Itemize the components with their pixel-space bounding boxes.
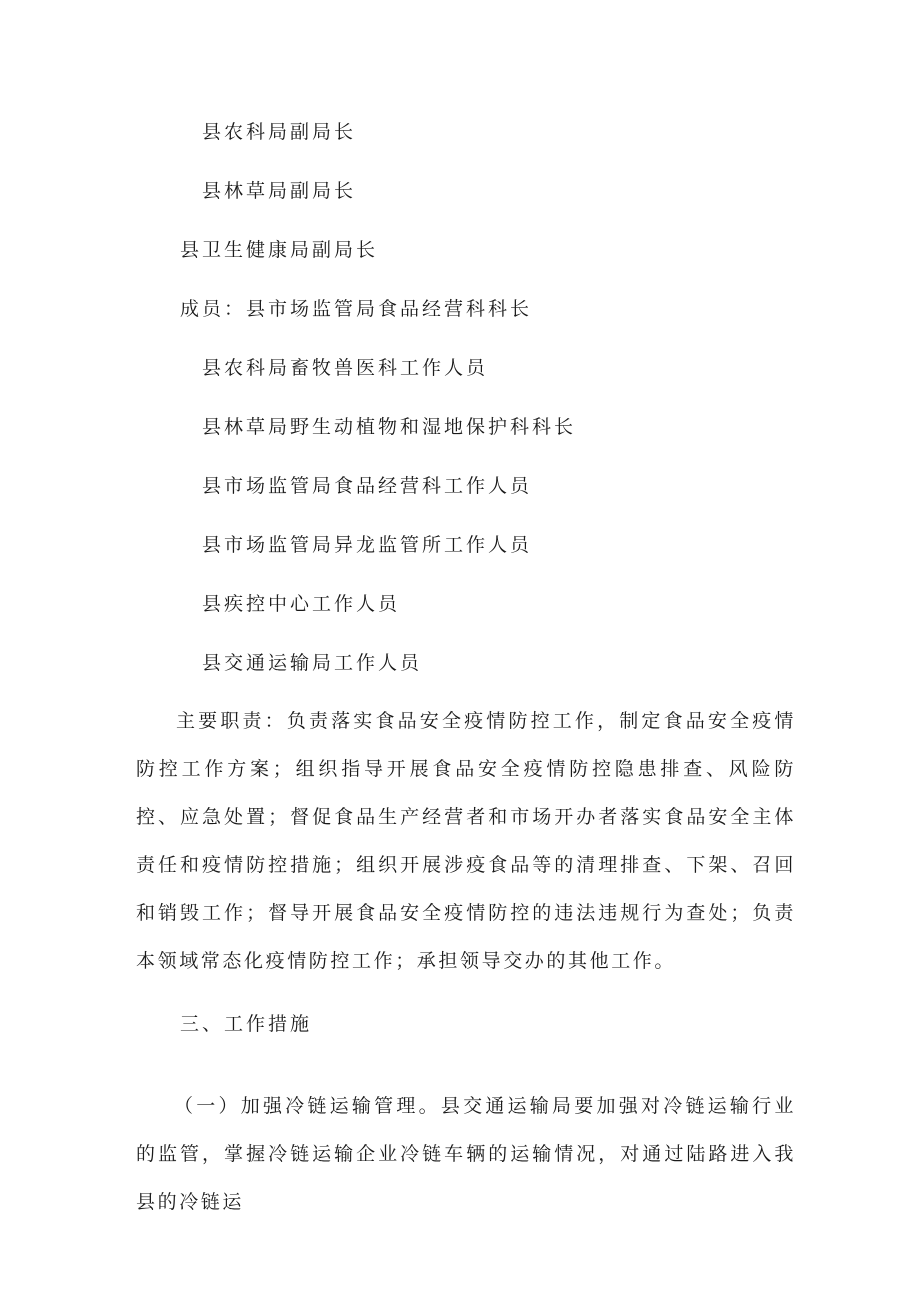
measure-paragraph: （一）加强冷链运输管理。县交通运输局要加强对冷链运输行业的监管，掌握冷链运输企业冷链车辆的运输情况，对通过陆路进入我县的冷链运 xyxy=(136,1095,796,1213)
list-line-health-deputy: 县卫生健康局副局长 xyxy=(180,239,379,261)
list-line-transport-staff: 县交通运输局工作人员 xyxy=(202,652,423,674)
list-line-wildlife-chief: 县林草局野生动植物和湿地保护科科长 xyxy=(202,416,577,438)
duties-paragraph: 主要职责：负责落实食品安全疫情防控工作，制定食品安全疫情防控工作方案；组织指导开展食品安全疫情防控隐患排查、风险防控、应急处置；督促食品生产经营者和市场开办者落实食品安全主体责任和疫情防控措施；组织开展涉疫食品等的清理排查、下架、召回和销毁工作；督导开展食品安全疫情防控的违法违规行为查处；负责本领域常态化疫情防控工作；承担领导交办的其他工作。 xyxy=(136,710,796,972)
section-heading: 三、工作措施 xyxy=(180,1013,313,1035)
list-line-agri-deputy: 县农科局副局长 xyxy=(202,121,357,143)
list-line-yilong-staff: 县市场监管局异龙监管所工作人员 xyxy=(202,534,533,556)
list-line-members: 成员：县市场监管局食品经营科科长 xyxy=(180,298,533,320)
list-line-cdc-staff: 县疾控中心工作人员 xyxy=(202,593,401,615)
list-line-forest-deputy: 县林草局副局长 xyxy=(202,180,357,202)
list-line-food-staff: 县市场监管局食品经营科工作人员 xyxy=(202,475,533,497)
list-line-vet-staff: 县农科局畜牧兽医科工作人员 xyxy=(202,357,489,379)
